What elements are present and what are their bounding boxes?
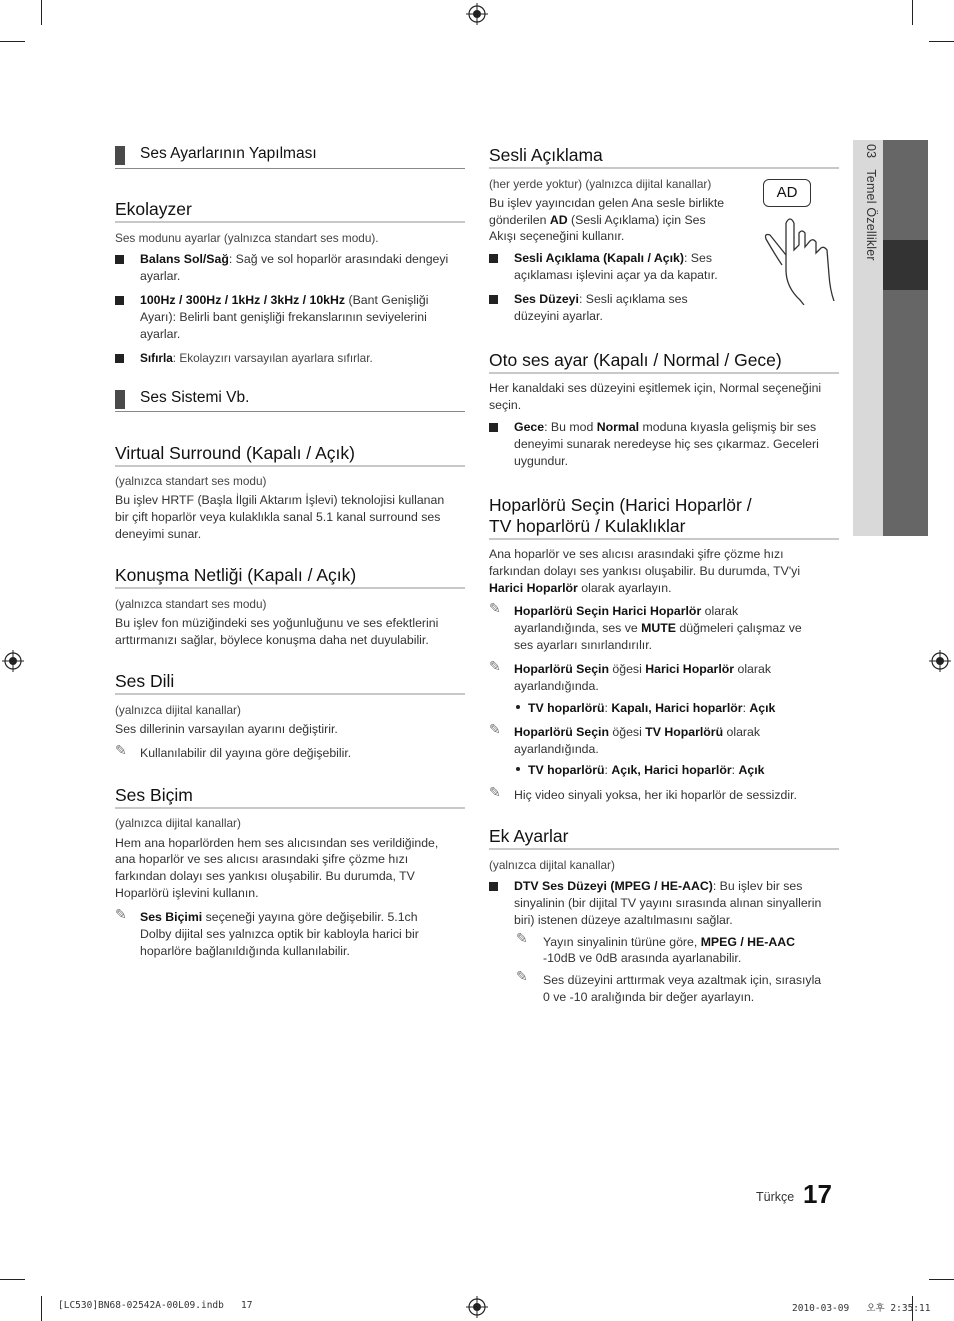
body-text: farkından dolayı ses yankısı oluşabilir. Bu durumda, TV'yi: [489, 564, 801, 578]
note-text: Hoparlörü Seçin öğesi Harici Hoparlör olarak: [514, 662, 771, 676]
bullet-text: uygundur.: [514, 454, 569, 468]
body-note: (her yerde yoktur) (yalnızca dijital kanallar): [489, 177, 712, 191]
note-icon: ✎: [516, 968, 528, 984]
body-text: Ana hoparlör ve ses alıcısı arasındaki şifre çözme hızı: [489, 547, 784, 561]
footer-file-info: [LC530]BN68-02542A-00L09.indb 17: [58, 1300, 253, 1311]
bullet-icon: [115, 354, 124, 363]
divider: [115, 693, 465, 695]
crop-mark: [929, 1279, 954, 1280]
section-title: Konuşma Netliği (Kapalı / Açık): [115, 565, 357, 585]
body-text: farkından dolayı ses yankısı oluşabilir. Bu durumda, TV: [115, 869, 415, 883]
section-title: Hoparlörü Seçin (Harici Hoparlör /: [489, 495, 752, 515]
crop-mark: [0, 1279, 25, 1280]
body-text: seçin.: [489, 398, 522, 412]
bullet-icon: [489, 295, 498, 304]
body-text: bir çift hoparlör veya kulaklıkla sanal 5.1 kanal surround ses: [115, 510, 441, 524]
crop-mark: [929, 41, 954, 42]
bullet-text: Ses Düzeyi: Sesli açıklama ses: [514, 292, 688, 306]
body-note: (yalnızca dijital kanallar): [115, 816, 241, 830]
body-text: deneyimi sunar.: [115, 527, 202, 541]
section-title: Ses Biçim: [115, 785, 193, 805]
divider: [115, 807, 465, 809]
crop-mark: [0, 41, 25, 42]
divider: [489, 538, 839, 540]
registration-mark-icon: [466, 1296, 488, 1318]
chapter-tab-bar: [883, 290, 928, 536]
bullet-text: Ayarı): Belirli bant genişliği frekanslarının seviyelerini: [140, 310, 427, 324]
note-text: Ses düzeyini arttırmak veya azaltmak için, sırasıyla: [543, 973, 822, 987]
page-number: 17: [803, 1179, 832, 1209]
bullet-text: Gece: Bu mod Normal moduna kıyasla gelişmiş bir ses: [514, 420, 817, 434]
body-text: Bu işlev HRTF (Başla İlgili Aktarım İşlevi) teknolojisi kullanan: [115, 493, 445, 507]
body-text: Bu işlev fon müziğindeki ses yoğunluğunu ve ses efektlerini: [115, 616, 439, 630]
bullet-text: sinyalinin (bir dijital TV yayını sırasında alınan sinyallerin: [514, 896, 822, 910]
crop-mark: [41, 1296, 42, 1321]
note-icon: ✎: [489, 784, 501, 800]
note-text: Ses Biçimi seçeneği yayına göre değişebilir. 5.1ch: [140, 910, 418, 924]
bullet-text: biri) istenen düzeye azaltılmasını sağlar.: [514, 913, 733, 927]
chapter-tab-bar: [883, 140, 928, 240]
bullet-icon: [115, 255, 124, 264]
bullet-icon: [115, 296, 124, 305]
body-text: Hoparlörü işlevini kullanın.: [115, 886, 259, 900]
bullet-text: Balans Sol/Sağ: Sağ ve sol hoparlör arasındaki dengeyi: [140, 252, 449, 266]
sub-bullet-text: TV hoparlörü: Kapalı, Harici hoparlör: Açık: [528, 701, 776, 715]
note-icon: ✎: [115, 906, 127, 922]
divider: [489, 167, 839, 169]
note-icon: ✎: [115, 742, 127, 758]
bullet-text: Sıfırla: Ekolayzırı varsayılan ayarlara sıfırlar.: [140, 351, 373, 365]
bullet-text: ayarlar.: [140, 269, 181, 283]
section-title: Ekolayzer: [115, 199, 192, 219]
footer-timestamp: 2010-03-09 오후 2:35:11: [792, 1303, 931, 1314]
subsection-title: Ses Ayarlarının Yapılması: [115, 145, 317, 163]
sub-bullet-text: TV hoparlörü: Açık, Harici hoparlör: Açık: [528, 763, 765, 777]
section-title: Ek Ayarlar: [489, 826, 569, 846]
ad-remote-illustration: [760, 175, 840, 305]
divider: [115, 411, 465, 412]
section-title: Sesli Açıklama: [489, 145, 603, 165]
divider: [115, 465, 465, 467]
body-text: arttırmanızı sağlar, böylece konuşma daha net duyulabilir.: [115, 633, 429, 647]
bullet-text: düzeyini ayarlar.: [514, 309, 603, 323]
body-text: Hem ana hoparlörden hem ses alıcısından ses verildiğinde,: [115, 836, 439, 850]
body-note: (yalnızca dijital kanallar): [115, 703, 241, 717]
body-text: Harici Hoparlör olarak ayarlayın.: [489, 581, 672, 595]
note-text: 0 ve -10 aralığında bir değer ayarlayın.: [543, 990, 755, 1004]
subsection-title: Ses Sistemi Vb.: [115, 389, 249, 407]
note-text: Hoparlörü Seçin Harici Hoparlör olarak: [514, 604, 739, 618]
note-text: hoparlöre bağlanıldığında kullanılabilir.: [140, 944, 350, 958]
divider: [489, 372, 839, 374]
bullet-text: Sesli Açıklama (Kapalı / Açık): Ses: [514, 251, 712, 265]
note-text: ayarlandığında.: [514, 679, 599, 693]
divider: [115, 587, 465, 589]
note-icon: ✎: [489, 600, 501, 616]
body-note: (yalnızca standart ses modu): [115, 474, 267, 488]
crop-mark: [912, 0, 913, 25]
body-text: gönderilen AD (Sesli Açıklama) için Ses: [489, 213, 706, 227]
note-text: ayarlandığında, ses ve MUTE düğmeleri çalışmaz ve: [514, 621, 802, 635]
note-text: Hiç video sinyali yoksa, her iki hoparlör de sessizdir.: [514, 788, 797, 802]
note-text: Hoparlörü Seçin öğesi TV Hoparlörü olarak: [514, 725, 761, 739]
bullet-text: ayarlar.: [140, 327, 181, 341]
page-language: Türkçe: [756, 1190, 795, 1204]
dot-bullet-icon: [516, 767, 520, 771]
ad-button: AD: [763, 179, 811, 207]
divider: [115, 168, 465, 169]
divider: [115, 221, 465, 223]
body-text: Ses modunu ayarlar (yalnızca standart ses modu).: [115, 231, 379, 245]
dot-bullet-icon: [516, 705, 520, 709]
body-text: ana hoparlör ve ses alıcısı arasındaki şifre çözme hızı: [115, 852, 409, 866]
body-text: Bu işlev yayıncıdan gelen Ana sesle birlikte: [489, 196, 725, 210]
section-title: Virtual Surround (Kapalı / Açık): [115, 443, 355, 463]
chapter-label: 03 Temel Özellikler: [864, 144, 878, 261]
section-title: Ses Dili: [115, 671, 175, 691]
chapter-tab-marker: [883, 240, 928, 290]
note-text: Kullanılabilir dil yayına göre değişebilir.: [140, 746, 352, 760]
bullet-text: deneyimi sunarak neredeyse hiç ses çıkarmaz. Geceleri: [514, 437, 819, 451]
registration-mark-icon: [2, 650, 24, 672]
body-text: Ses dillerinin varsayılan ayarını değiştirir.: [115, 722, 338, 736]
body-text: Akışı seçeneğini kullanır.: [489, 229, 625, 243]
crop-mark: [41, 0, 42, 25]
bullet-icon: [489, 423, 498, 432]
note-text: Dolby dijital ses yalnızca optik bir kabloyla harici bir: [140, 927, 419, 941]
note-icon: ✎: [516, 930, 528, 946]
note-text: ses ayarları sınırlandırılır.: [514, 638, 653, 652]
section-title: Oto ses ayar (Kapalı / Normal / Gece): [489, 350, 782, 370]
body-text: Her kanaldaki ses düzeyini eşitlemek için, Normal seçeneğini: [489, 381, 822, 395]
body-note: (yalnızca dijital kanallar): [489, 858, 615, 872]
bullet-text: 100Hz / 300Hz / 1kHz / 3kHz / 10kHz (Bant Genişliği: [140, 293, 429, 307]
bullet-icon: [489, 882, 498, 891]
body-note: (yalnızca standart ses modu): [115, 597, 267, 611]
note-text: Yayın sinyalinin türüne göre, MPEG / HE-AAC: [543, 935, 795, 949]
note-text: -10dB ve 0dB arasında ayarlanabilir.: [543, 951, 742, 965]
bullet-icon: [489, 254, 498, 263]
bullet-text: DTV Ses Düzeyi (MPEG / HE-AAC): Bu işlev bir ses: [514, 879, 803, 893]
registration-mark-icon: [929, 650, 951, 672]
divider: [489, 848, 839, 850]
section-title: TV hoparlörü / Kulaklıklar: [489, 516, 686, 536]
note-icon: ✎: [489, 721, 501, 737]
bullet-text: açıklaması işlevini açar ya da kapatır.: [514, 268, 718, 282]
note-icon: ✎: [489, 658, 501, 674]
note-text: ayarlandığında.: [514, 742, 599, 756]
registration-mark-icon: [466, 3, 488, 25]
